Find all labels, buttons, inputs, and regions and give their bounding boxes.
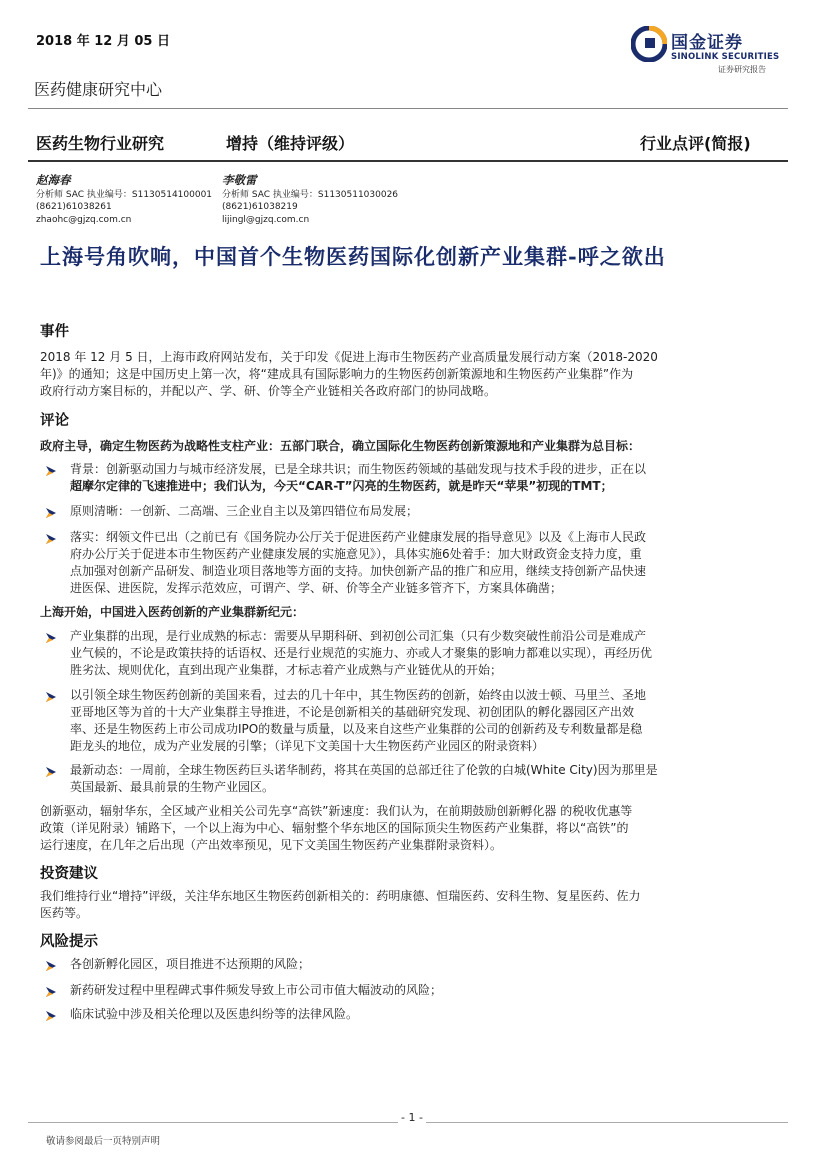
- text-line: 率、还是生物医药上市公司成功IPO的数量与质量，以及来自这些产业集群的公司的创新药及专利数量都是稳: [70, 722, 643, 736]
- text-line: 医药等。: [40, 906, 89, 920]
- sector-title: 医药生物行业研究: [36, 134, 165, 153]
- investment-paragraph: [40, 888, 782, 922]
- bullet-arrow-icon: [44, 690, 58, 704]
- footer-disclaimer: 敬请参阅最后一页特别声明: [46, 1136, 161, 1147]
- bullet-arrow-icon: [44, 631, 58, 645]
- text-line: 最新动态：一周前，全球生物医药巨头诺华制药，将其在英国的总部迁往了伦敦的白城(White City)因为那里是: [70, 763, 658, 777]
- text-line: 创新驱动，辐射华东，全区域产业相关公司先享“高铁”新速度：我们认为，在前期鼓励创新孵化器 的税收优惠等: [40, 804, 633, 818]
- event-paragraph: [40, 349, 782, 400]
- bullet-industry-cluster: [70, 628, 782, 679]
- logo-english-name: SINOLINK SECURITIES: [671, 52, 780, 62]
- text-line: 点加强对创新产品研发、制造业项目落地等方面的支持。加快创新产品的推广和应用，继续支持创新产品快速: [70, 564, 647, 578]
- text-line: 胜劣汰、规则优化，直到出现产业集群，才标志着产业成熟与产业链优从的开始；: [70, 663, 503, 677]
- header-divider: [28, 108, 788, 109]
- section-title-comment: 评论: [40, 413, 69, 429]
- text-line: 产业集群的出现，是行业成熟的标志：需要从早期科研、到初创公司汇集（只有少数突破性前沿公司是难成产: [70, 629, 647, 643]
- analyst-block-1: [36, 174, 212, 226]
- risk-item: 临床试验中涉及相关伦理以及医患纠纷等的法律风险。: [70, 1007, 359, 1021]
- text-line: 背景：创新驱动国力与城市经济发展，已是全球共识；而生物医药领域的基础发现与技术手段的进步，正在以: [70, 462, 647, 476]
- sector-divider: [28, 160, 788, 162]
- research-center: 医药健康研究中心: [34, 80, 163, 99]
- analyst-cert: 分析师 SAC 执业编号：S1130514100001: [36, 189, 213, 200]
- bullet-arrow-icon: [44, 464, 58, 478]
- text-line: 府办公厅关于促进本市生物医药产业健康发展的实施意见》），具体实施6处着手：加大财政资金支持力度，重: [70, 547, 642, 561]
- bullet-background: [70, 461, 782, 495]
- text-line: 距龙头的地位，成为产业发展的引擎；（详见下文美国十大生物医药产业园区的附录资料）: [70, 739, 545, 753]
- text-line: 以引领全球生物医药创新的美国来看，过去的几十年中，其生物医药的创新，始终由以波士顿、马里兰、圣地: [70, 688, 647, 702]
- text-line: 业气候的，不论是政策扶持的话语权、还是行业规范的实施力、亦或人才聚集的影响力都难以实现），再经历优: [70, 646, 653, 660]
- report-class: 行业点评(简报): [640, 134, 751, 153]
- analyst-email: lijingl@gjzq.com.cn: [222, 214, 310, 225]
- shanghai-lead-text: 上海开始，中国进入医药创新的产业集群新纪元：: [40, 605, 305, 619]
- analyst-name: 李敬雷: [222, 173, 257, 187]
- section-title-risk: 风险提示: [40, 934, 98, 950]
- text-line: 政府行动方案目标的，并配以产、学、研、价等全产业链相关各政府部门的协同战略。: [40, 384, 497, 398]
- bullet-principles: [70, 503, 782, 520]
- text-line: 政策（详见附录）铺路下，一个以上海为中心、辐射整个华东地区的国际顶尖生物医药产业集群，将以“高铁”的: [40, 821, 629, 835]
- page-number: - 1 -: [398, 1111, 426, 1124]
- section-title-investment: 投资建议: [40, 866, 98, 882]
- logo-name: 国金证券: [671, 33, 743, 53]
- text-line: 落实：纲领文件已出（之前已有《国务院办公厅关于促进医药产业健康发展的指导意见》以及《上海市人民政: [70, 530, 647, 544]
- analyst-phone: (8621)61038261: [36, 202, 112, 212]
- report-type-top: 证券研究报告: [718, 65, 766, 74]
- text-line: 亚哥地区等为首的十大产业集群主导推进，不论是创新相关的基础研究发现、初创团队的孵化器园区产出效: [70, 705, 635, 719]
- bullet-arrow-icon: [44, 1009, 58, 1023]
- section-title-event: 事件: [40, 324, 69, 340]
- sinolink-logo-icon: [631, 26, 667, 62]
- risk-item: 新药研发过程中里程碑式事件频发导致上市公司市值大幅波动的风险；: [70, 983, 443, 997]
- report-date: 2018 年 12 月 05 日: [36, 34, 170, 49]
- text-line: 超摩尔定律的飞速推进中；我们认为，今天“CAR-T”闪亮的生物医药，就是昨天“苹果”初现的TMT；: [70, 479, 613, 493]
- bullet-arrow-icon: [44, 532, 58, 546]
- analyst-phone: (8621)61038219: [222, 202, 298, 212]
- bullet-arrow-icon: [44, 959, 58, 973]
- analyst-name: 赵海春: [36, 173, 71, 187]
- bullet-implementation: [70, 529, 782, 597]
- risk-item: 各创新孵化园区，项目推进不达预期的风险；: [70, 957, 311, 971]
- drive-paragraph: [40, 803, 782, 854]
- report-headline: 上海号角吹响，中国首个生物医药国际化创新产业集群-呼之欲出: [40, 244, 666, 269]
- text-line: 我们维持行业“增持”评级，关注华东地区生物医药创新相关的：药明康德、恒瑞医药、安科生物、复星医药、佐力: [40, 889, 641, 903]
- text-line: 年)》的通知；这是中国历史上第一次，将“建成具有国际影响力的生物医药创新策源地和生物医药产业集群”作为: [40, 367, 634, 381]
- analyst-email: zhaohc@gjzq.com.cn: [36, 214, 132, 225]
- bullet-arrow-icon: [44, 985, 58, 999]
- text-line: 2018 年 12 月 5 日，上海市政府网站发布，关于印发《促进上海市生物医药产业高质量发展行动方案（2018-2020: [40, 350, 658, 364]
- bullet-arrow-icon: [44, 506, 58, 520]
- bullet-latest-news: [70, 762, 782, 796]
- bullet-arrow-icon: [44, 765, 58, 779]
- gov-lead-text: 政府主导，确定生物医药为战略性支柱产业：五部门联合，确立国际化生物医药创新策源地和产业集群为总目标：: [40, 439, 641, 453]
- bullet-us-example: [70, 687, 782, 755]
- analyst-cert: 分析师 SAC 执业编号：S1130511030026: [222, 189, 399, 200]
- text-line: 运行速度，在几年之后出现（产出效率预见，见下文美国生物医药产业集群附录资料）。: [40, 838, 503, 852]
- text-line: 进医保、进医院，发挥示范效应，可谓产、学、研、价等全产业链多管齐下，方案具体确凿；: [70, 581, 563, 595]
- analyst-block-2: [222, 174, 398, 226]
- text-line: 英国最新、最具前景的生物产业园区。: [70, 780, 275, 794]
- rating-label: 增持（维持评级）: [226, 134, 355, 153]
- text-line: 原则清晰：一创新、二高端、三企业自主以及第四错位布局发展；: [70, 504, 419, 518]
